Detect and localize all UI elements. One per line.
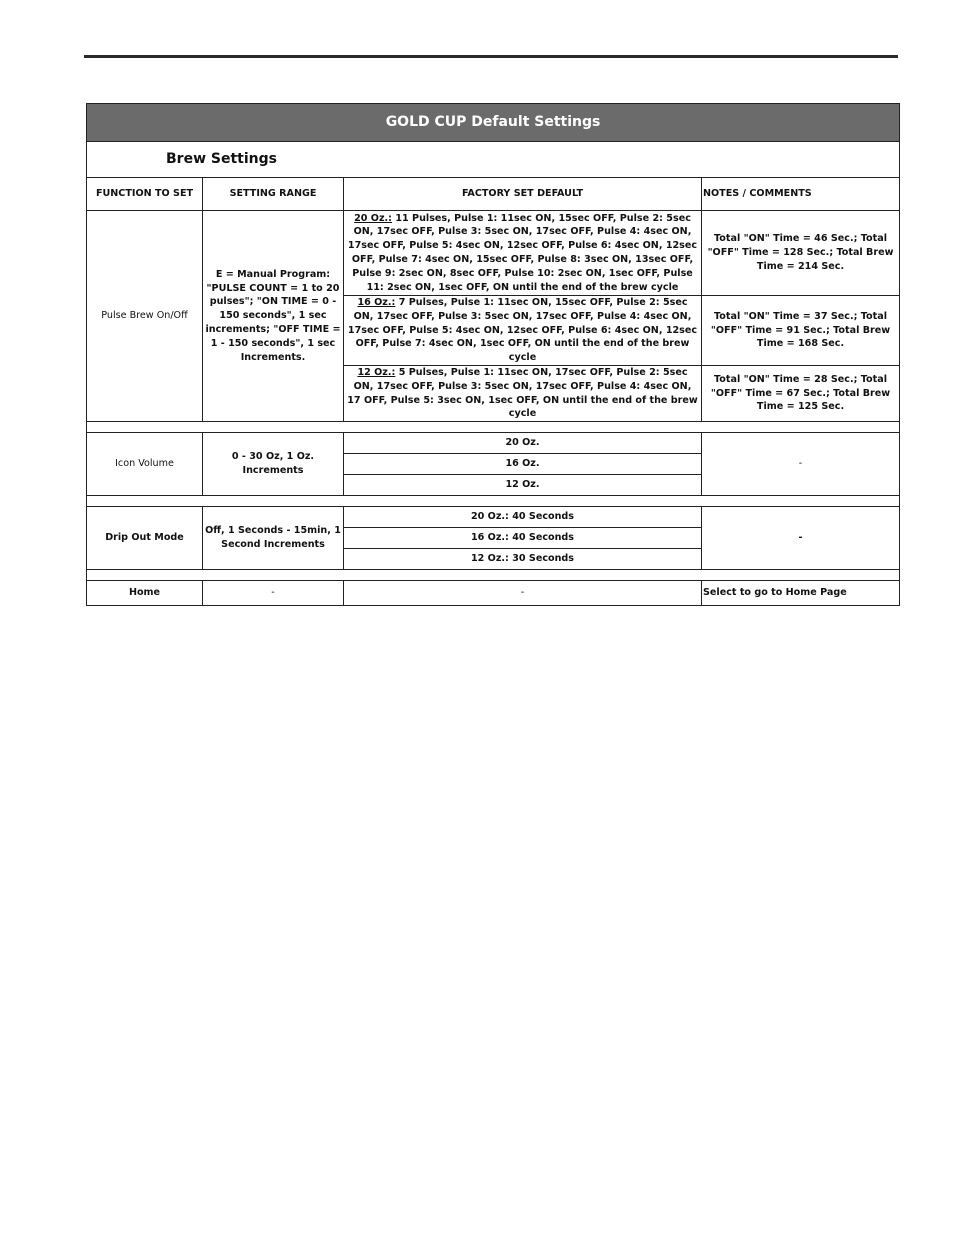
- header-notes: NOTES / COMMENTS: [702, 178, 900, 211]
- spacer-row: [87, 496, 900, 507]
- size-label: 16 Oz.:: [357, 297, 396, 308]
- pulse-brew-default-12: [344, 365, 702, 421]
- drip-out-function: Drip Out Mode: [87, 507, 203, 570]
- pulse-text: 5 Pulses, Pulse 1: 11sec ON, 17sec OFF, Pulse 2: 5sec ON, 17sec OFF, Pulse 3: 5sec ON, 17sec OFF, Pulse 4: 4sec ON, 17 OFF, Pulse 5: 3sec ON, 1sec OFF, ON until the end of the brew cycle: [347, 366, 698, 420]
- drip-out-default-20: 20 Oz.: 40 Seconds: [344, 507, 702, 528]
- icon-volume-default-20: 20 Oz.: [344, 433, 702, 454]
- icon-volume-default-12: 12 Oz.: [344, 475, 702, 496]
- spacer-row: [87, 422, 900, 433]
- drip-out-notes: -: [702, 507, 900, 570]
- section-title: Brew Settings: [87, 142, 900, 178]
- table-row: [87, 211, 900, 296]
- table-row: [87, 581, 900, 606]
- pulse-text: 7 Pulses, Pulse 1: 11sec ON, 15sec OFF, Pulse 2: 5sec ON, 17sec OFF, Pulse 3: 5sec ON, 17sec OFF, Pulse 4: 4sec ON, 17sec OFF, Pulse 5: 4sec ON, 12sec OFF, Pulse 6: 4sec ON, 12sec OFF, Pulse 7: 4sec ON, 1sec OFF, ON until the end of the brew cycle: [347, 297, 698, 364]
- drip-out-default-12: 12 Oz.: 30 Seconds: [344, 549, 702, 570]
- table-row: [87, 433, 900, 454]
- icon-volume-function: Icon Volume: [87, 433, 203, 496]
- pulse-brew-notes-16: Total "ON" Time = 37 Sec.; Total "OFF" Time = 91 Sec.; Total Brew Time = 168 Sec.: [702, 296, 900, 366]
- home-notes: Select to go to Home Page: [702, 581, 900, 606]
- settings-table: [86, 103, 900, 606]
- home-range: -: [203, 581, 344, 606]
- pulse-brew-range: E = Manual Program: "PULSE COUNT = 1 to 20 pulses"; "ON TIME = 0 - 150 seconds", 1 sec increments; "OFF TIME = 1 - 150 seconds", 1 sec Increments.: [203, 211, 344, 422]
- header-range: SETTING RANGE: [203, 178, 344, 211]
- size-label: 12 Oz.:: [357, 366, 396, 378]
- home-default: -: [344, 581, 702, 606]
- pulse-brew-default-20: [344, 211, 702, 296]
- header-row: [87, 178, 900, 211]
- drip-out-range: Off, 1 Seconds - 15min, 1 Second Increments: [203, 507, 344, 570]
- pulse-text: 11 Pulses, Pulse 1: 11sec ON, 15sec OFF, Pulse 2: 5sec ON, 17sec OFF, Pulse 3: 5sec ON, 17sec OFF, Pulse 4: 4sec ON, 17sec OFF, Pulse 5: 4sec ON, 12sec OFF, Pulse 6: 4sec ON, 12sec OFF, Pulse 7: 4sec ON, 15sec OFF, Pulse 8: 3sec ON, 13sec OFF, Pulse 9: 2sec ON, 8sec OFF, Pulse 10: 2sec ON, 1sec OFF, Pulse 11: 2sec ON, 1sec OFF, ON until the end of the brew cycle: [347, 212, 698, 293]
- top-rule: [84, 55, 898, 58]
- icon-volume-range: 0 - 30 Oz, 1 Oz. Increments: [203, 433, 344, 496]
- settings-table-wrapper: [86, 103, 899, 606]
- icon-volume-default-16: 16 Oz.: [344, 454, 702, 475]
- table-title: GOLD CUP Default Settings: [87, 104, 900, 142]
- pulse-brew-function: Pulse Brew On/Off: [87, 211, 203, 422]
- header-function: FUNCTION TO SET: [87, 178, 203, 211]
- table-row: [87, 507, 900, 528]
- header-default: FACTORY SET DEFAULT: [344, 178, 702, 211]
- pulse-brew-default-16: [344, 296, 702, 366]
- home-function: Home: [87, 581, 203, 606]
- size-label: 20 Oz.:: [354, 212, 393, 224]
- pulse-brew-notes-20: Total "ON" Time = 46 Sec.; Total "OFF" Time = 128 Sec.; Total Brew Time = 214 Sec.: [702, 211, 900, 296]
- drip-out-default-16: 16 Oz.: 40 Seconds: [344, 528, 702, 549]
- spacer-row: [87, 570, 900, 581]
- icon-volume-notes: -: [702, 433, 900, 496]
- pulse-brew-notes-12: Total "ON" Time = 28 Sec.; Total "OFF" Time = 67 Sec.; Total Brew Time = 125 Sec.: [702, 365, 900, 421]
